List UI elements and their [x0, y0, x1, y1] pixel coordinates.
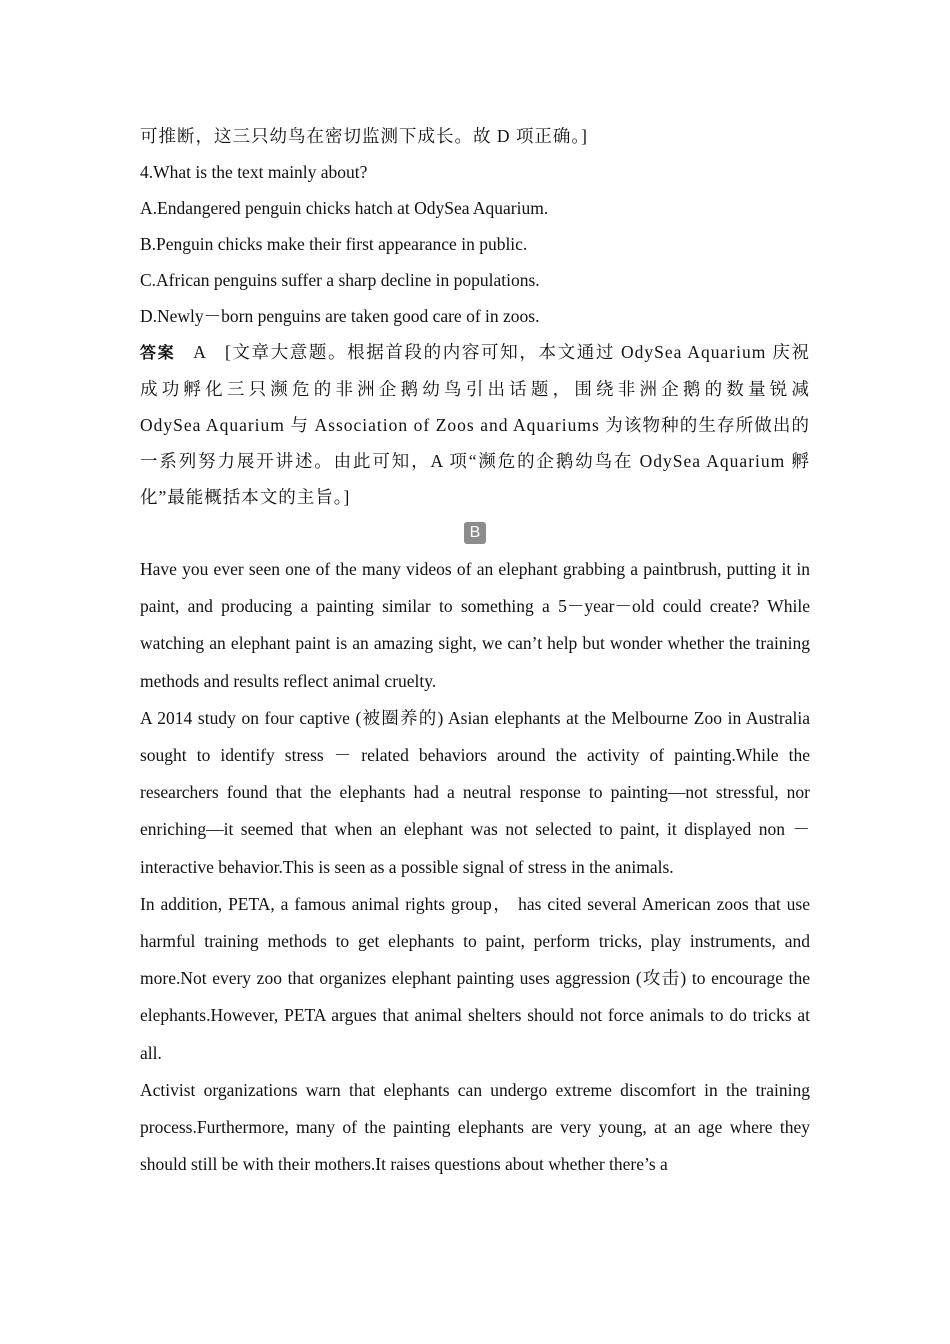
passage-paragraph-2: A 2014 study on four captive (被圈养的) Asian elephants at the Melbourne Zoo in Australia sought to identify stress － related behaviors around the activity of painting.While the researchers found that the elephants had a neutral response to painting—not stressful, nor enriching—it seemed that when an elephant was not selected to paint, it displayed non － interactive behavior.This is seen as a possible signal of stress in the animals.	[140, 707, 810, 877]
explanation-line-4: 一系列努力展开讲述。由此可知，A 项“濒危的企鹅幼鸟在 OdySea Aquarium 孵	[140, 451, 810, 471]
answer-line	[140, 334, 810, 371]
question-stem: 4.What is the text mainly about?	[140, 162, 368, 182]
explanation-line-3: OdySea Aquarium 与 Association of Zoos and Aquariums 为该物种的生存所做出的	[140, 415, 810, 435]
option-a: A.Endangered penguin chicks hatch at OdySea Aquarium.	[140, 198, 549, 218]
section-badge-row	[140, 515, 810, 551]
passage-paragraph-3: In addition, PETA, a famous animal rights group， has cited several American zoos that use harmful training methods to get elephants to paint, perform tricks, play instruments, and more.Not every zoo that organizes elephant painting uses aggression (攻击) to encourage the elephants.However, PETA argues that animal shelters should not force animals to do tricks at all.	[140, 893, 810, 1063]
explanation-line-2: 成功孵化三只濒危的非洲企鹅幼鸟引出话题，围绕非洲企鹅的数量锐减	[140, 379, 810, 399]
passage-paragraph-4: Activist organizations warn that elephants can undergo extreme discomfort in the training process.Furthermore, many of the painting elephants are very young, at an age where they should still be with their mothers.It raises questions about whether there’s a	[140, 1079, 810, 1175]
option-c: C.African penguins suffer a sharp decline in populations.	[140, 270, 540, 290]
option-b: B.Penguin chicks make their first appearance in public.	[140, 234, 528, 254]
passage-paragraph-1: Have you ever seen one of the many videos of an elephant grabbing a paintbrush, putting it in paint, and producing a painting similar to something a 5－year－old could create? While watching an elephant paint is an amazing sight, we can’t help but wonder whether the training methods and results reflect animal cruelty.	[140, 559, 810, 691]
previous-explanation-end: 可推断，这三只幼鸟在密切监测下成长。故 D 项正确。]	[140, 126, 588, 146]
answer-label: 答案	[140, 343, 176, 362]
option-d: D.Newly－born penguins are taken good care of in zoos.	[140, 306, 540, 326]
explanation-line-5: 化”最能概括本文的主旨。]	[140, 487, 351, 507]
explanation-line-1: [文章大意题。根据首段的内容可知，本文通过 OdySea Aquarium 庆祝	[224, 342, 810, 362]
document-page	[140, 118, 810, 1183]
section-badge: B	[464, 522, 486, 544]
answer-value: A	[193, 342, 207, 362]
